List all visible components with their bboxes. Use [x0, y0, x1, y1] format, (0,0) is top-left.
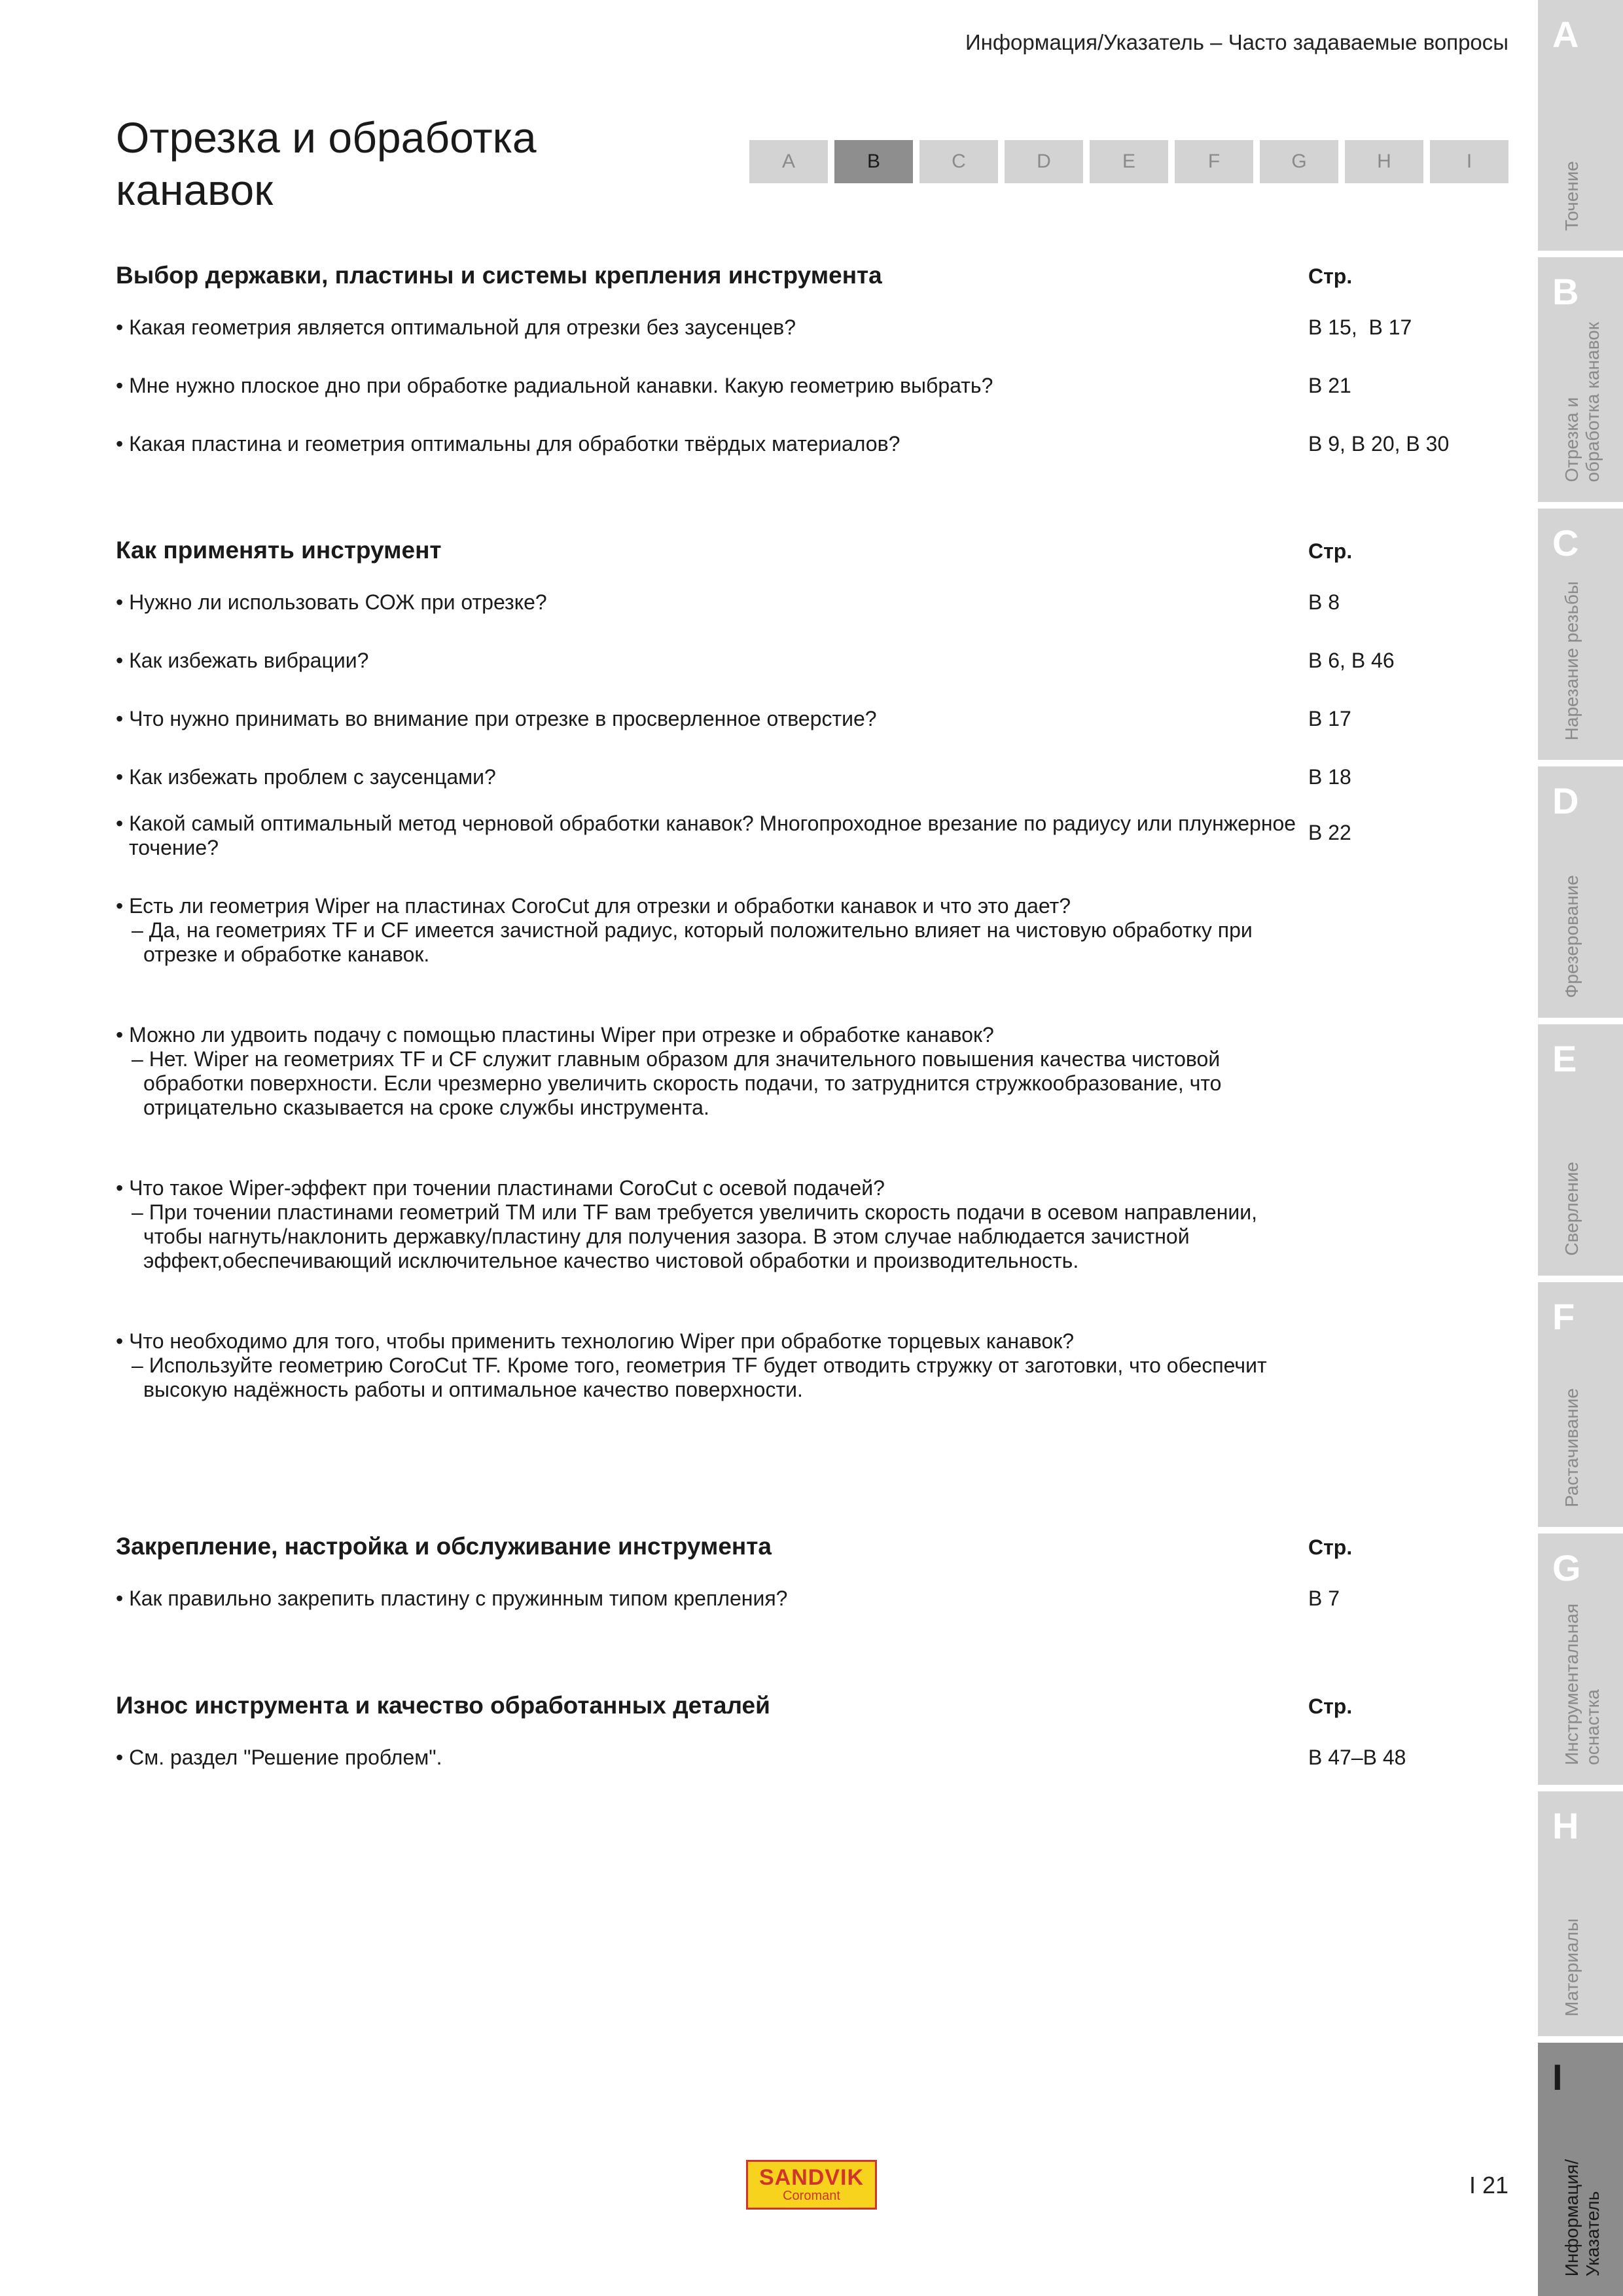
page-title-line-2: канавок — [116, 166, 274, 214]
side-tab-label: Фрезерование — [1561, 875, 1582, 998]
faq-item — [116, 590, 1477, 615]
faq-page-ref[interactable]: B 17 — [1308, 707, 1351, 730]
faq-item — [116, 707, 1477, 731]
alpha-nav-a[interactable]: A — [749, 140, 828, 183]
side-tab-label: Инструментальная оснастка — [1561, 1604, 1603, 1765]
side-tab-f[interactable] — [1538, 1282, 1623, 1527]
section-title: Выбор державки, пластины и системы крепления инструмента — [116, 262, 882, 289]
logo-sub-text: Coromant — [783, 2189, 840, 2203]
side-tab-letter: I — [1552, 2056, 1563, 2098]
section-holder-selection — [116, 262, 1477, 456]
faq-page-ref[interactable]: B 7 — [1308, 1587, 1340, 1610]
alpha-nav-e[interactable]: E — [1090, 140, 1168, 183]
faq-item — [116, 374, 1477, 398]
faq-question: • Какая пластина и геометрия оптимальны для обработки твёрдых материалов? — [116, 432, 901, 456]
faq-question: • Как избежать вибрации? — [116, 649, 369, 672]
section-page-label: Стр. — [1308, 539, 1353, 563]
faq-item — [116, 812, 1477, 860]
page-title-line-1: Отрезка и обработка — [116, 113, 537, 162]
side-tab-h[interactable] — [1538, 1791, 1623, 2036]
faq-item — [116, 765, 1477, 789]
alpha-nav-c[interactable]: C — [919, 140, 998, 183]
faq-answer: – При точении пластинами геометрий TM или TF вам требуется увеличить скорость подачи в осевом направлении, чтобы нагнуть/наклонить державку/пластину для получения зазора. В этом случае наблюдается зачистной эффект,обеспечивающий исключительное качество чистовой обработки и производительность. — [132, 1200, 1258, 1272]
alpha-nav-f[interactable]: F — [1175, 140, 1253, 183]
alpha-nav-b[interactable]: B — [834, 140, 913, 183]
faq-page-ref[interactable]: B 9, B 20, B 30 — [1308, 432, 1450, 456]
faq-page-ref[interactable]: B 22 — [1308, 821, 1351, 844]
section-tool-application — [116, 537, 1477, 1402]
alpha-nav-g[interactable]: G — [1260, 140, 1338, 183]
side-tab-c[interactable] — [1538, 509, 1623, 760]
section-title: Закрепление, настройка и обслуживание инструмента — [116, 1533, 772, 1560]
faq-question: • Мне нужно плоское дно при обработке радиальной канавки. Какую геометрию выбрать? — [116, 374, 993, 397]
section-tool-wear-quality — [116, 1692, 1477, 1770]
faq-page-ref[interactable]: B 15, B 17 — [1308, 315, 1412, 339]
faq-question: • Что нужно принимать во внимание при отрезке в просверленное отверстие? — [116, 707, 877, 730]
header-path: Информация/Указатель – Часто задаваемые вопросы — [965, 30, 1508, 54]
faq-item — [116, 432, 1477, 456]
side-tab-d[interactable] — [1538, 766, 1623, 1018]
side-tab-g[interactable] — [1538, 1534, 1623, 1785]
section-page-label: Стр. — [1308, 1695, 1353, 1718]
section-page-label: Стр. — [1308, 264, 1353, 288]
faq-question: • Можно ли удвоить подачу с помощью пластины Wiper при отрезке и обработке канавок? — [116, 1023, 994, 1047]
page-number: I 21 — [1469, 2172, 1508, 2198]
side-tab-letter: G — [1552, 1547, 1581, 1588]
faq-item — [116, 1023, 1477, 1120]
faq-page-ref[interactable]: B 6, B 46 — [1308, 649, 1395, 672]
side-tab-letter: B — [1552, 271, 1579, 312]
side-tab-label: Нарезание резьбы — [1561, 581, 1582, 740]
side-tab-letter: F — [1552, 1296, 1575, 1337]
faq-answer: – Нет. Wiper на геометриях TF и CF служит главным образом для значительного повышения качества чистовой обработки поверхности. Если чрезмерно увеличить скорость подачи, то затруднится стружкообразование, что отрицательно сказывается на сроке службы инструмента. — [132, 1047, 1222, 1119]
alpha-nav-h[interactable]: H — [1345, 140, 1423, 183]
side-tab-b[interactable] — [1538, 257, 1623, 502]
page-title — [116, 111, 705, 216]
side-tabs — [1538, 0, 1623, 2296]
side-tab-letter: E — [1552, 1038, 1577, 1079]
side-tab-label: Материалы — [1561, 1918, 1582, 2017]
faq-question: • Что необходимо для того, чтобы применить технологию Wiper при обработке торцевых канавок? — [116, 1329, 1075, 1353]
faq-question: • См. раздел "Решение проблем". — [116, 1746, 442, 1769]
side-tab-letter: A — [1552, 14, 1579, 55]
alpha-nav-d[interactable]: D — [1005, 140, 1083, 183]
side-tab-label: Информация/ Указатель — [1561, 2159, 1603, 2276]
side-tab-letter: C — [1552, 522, 1579, 564]
faq-question: • Что такое Wiper-эффект при точении пластинами CoroCut с осевой подачей? — [116, 1176, 885, 1200]
faq-item — [116, 1746, 1477, 1770]
logo-main-text: SANDVIK — [758, 2165, 865, 2190]
section-clamping-maintenance — [116, 1533, 1477, 1611]
side-tab-letter: D — [1552, 780, 1579, 821]
sandvik-coromant-logo — [746, 2160, 877, 2210]
faq-question: • Нужно ли использовать СОЖ при отрезке? — [116, 590, 547, 614]
faq-item — [116, 649, 1477, 673]
faq-question: • Какая геометрия является оптимальной для отрезки без заусенцев? — [116, 315, 796, 339]
faq-question: • Как правильно закрепить пластину с пружинным типом крепления? — [116, 1587, 788, 1610]
side-tab-label: Точение — [1561, 161, 1582, 231]
section-page-label: Стр. — [1308, 1535, 1353, 1559]
alpha-nav-i[interactable]: I — [1430, 140, 1508, 183]
faq-item — [116, 1329, 1477, 1402]
section-title: Износ инструмента и качество обработанных деталей — [116, 1692, 770, 1719]
side-tab-label: Отрезка и обработка канавок — [1561, 322, 1603, 482]
faq-answer: – Да, на геометриях TF и CF имеется зачистной радиус, который положительно влияет на чистовую обработку при отрезке и обработке канавок. — [132, 918, 1253, 966]
faq-page-ref[interactable]: B 21 — [1308, 374, 1351, 397]
alpha-nav — [749, 140, 1508, 183]
faq-page-ref[interactable]: B 47–B 48 — [1308, 1746, 1406, 1769]
side-tab-a[interactable] — [1538, 0, 1623, 251]
side-tab-e[interactable] — [1538, 1024, 1623, 1276]
faq-page-ref[interactable]: B 8 — [1308, 590, 1340, 614]
faq-item — [116, 894, 1477, 967]
section-title: Как применять инструмент — [116, 537, 442, 564]
side-tab-label: Сверление — [1561, 1162, 1582, 1256]
faq-question: • Как избежать проблем с заусенцами? — [116, 765, 496, 789]
side-tab-i[interactable] — [1538, 2043, 1623, 2296]
faq-item — [116, 1176, 1477, 1273]
faq-question: • Какой самый оптимальный метод черновой обработки канавок? Многопроходное врезание по радиусу или плунжерное точение? — [116, 812, 1296, 859]
faq-question: • Есть ли геометрия Wiper на пластинах CoroCut для отрезки и обработки канавок и что это дает? — [116, 894, 1071, 918]
side-tab-label: Растачивание — [1561, 1388, 1582, 1507]
faq-item — [116, 315, 1477, 340]
faq-answer: – Используйте геометрию CoroCut TF. Кроме того, геометрия TF будет отводить стружку от заготовки, что обеспечит высокую надёжность работы и оптимальное качество поверхности. — [132, 1354, 1267, 1401]
side-tab-letter: H — [1552, 1805, 1579, 1846]
faq-item — [116, 1587, 1477, 1611]
faq-page-ref[interactable]: B 18 — [1308, 765, 1351, 789]
